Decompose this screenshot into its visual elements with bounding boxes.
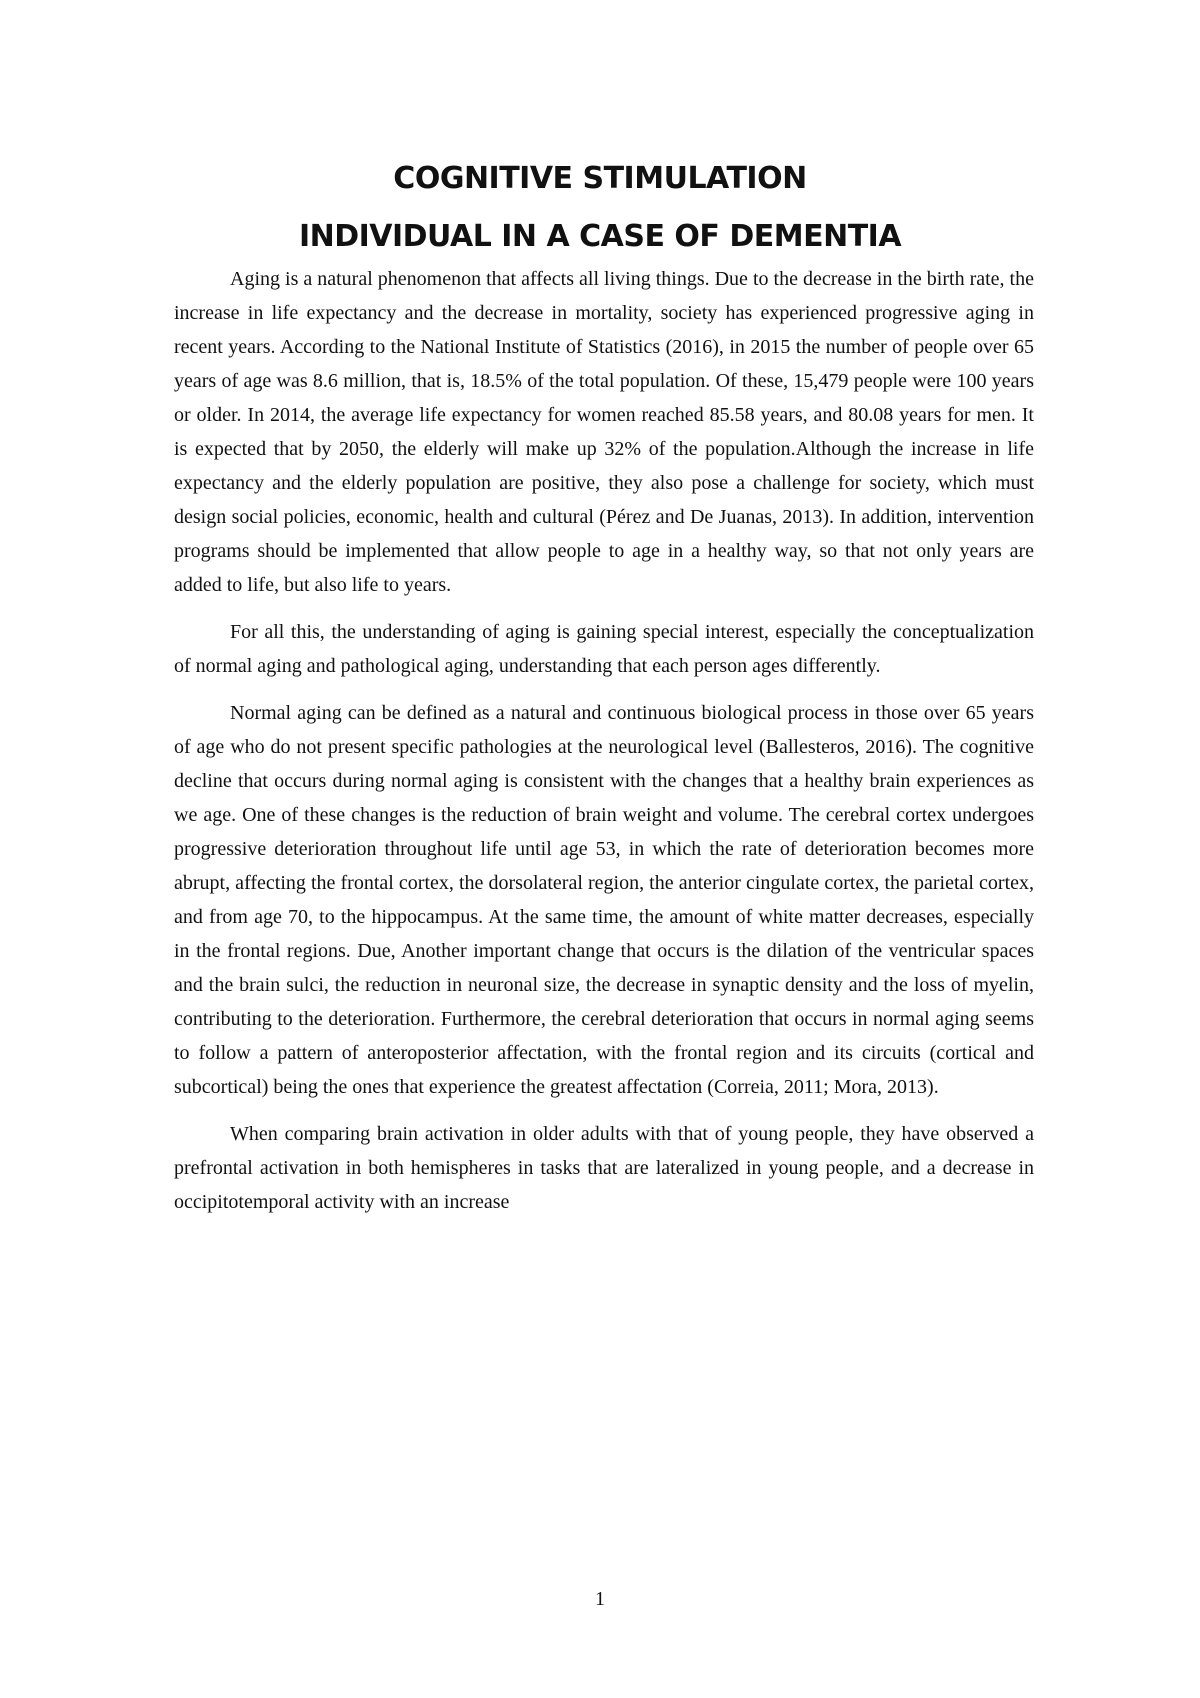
page-number: 1 xyxy=(595,1588,605,1610)
title-line-1: COGNITIVE STIMULATION xyxy=(393,161,807,196)
document-title xyxy=(0,150,1200,266)
body-text xyxy=(174,262,1034,1232)
paragraph-2: For all this, the understanding of aging is gaining special interest, especially the conceptualization of normal aging and pathological aging, understanding that each person ages differently. xyxy=(174,621,1034,677)
title-line-2: INDIVIDUAL IN A CASE OF DEMENTIA xyxy=(298,219,902,254)
paragraph-1: Aging is a natural phenomenon that affects all living things. Due to the decrease in the birth rate, the increase in life expectancy and the decrease in mortality, society has experienced progressive aging in recent years. According to the National Institute of Statistics (2016), in 2015 the number of people over 65 years of age was 8.6 million, that is, 18.5% of the total population. Of these, 15,479 people were 100 years or older. In 2014, the average life expectancy for women reached 85.58 years, and 80.08 years for men. It is expected that by 2050, the elderly will make up 32% of the population.Although the increase in life expectancy and the elderly population are positive, they also pose a challenge for society, which must design social policies, economic, health and cultural (Pérez and De Juanas, 2013). In addition, intervention programs should be implemented that allow people to age in a healthy way, so that not only years are added to life, but also life to years. xyxy=(174,268,1034,596)
paragraph-3: Normal aging can be defined as a natural and continuous biological process in those over 65 years of age who do not present specific pathologies at the neurological level (Ballesteros, 2016). The cognitive decline that occurs during normal aging is consistent with the changes that a healthy brain experiences as we age. One of these changes is the reduction of brain weight and volume. The cerebral cortex undergoes progressive deterioration throughout life until age 53, in which the rate of deterioration becomes more abrupt, affecting the frontal cortex, the dorsolateral region, the anterior cingulate cortex, the parietal cortex, and from age 70, to the hippocampus. At the same time, the amount of white matter decreases, especially in the frontal regions. Due, Another important change that occurs is the dilation of the ventricular spaces and the brain sulci, the reduction in neuronal size, the decrease in synaptic density and the loss of myelin, contributing to the deterioration. Furthermore, the cerebral deterioration that occurs in normal aging seems to follow a pattern of anteroposterior affectation, with the frontal region and its circuits (cortical and subcortical) being the ones that experience the greatest affectation (Correia, 2011; Mora, 2013). xyxy=(174,702,1034,1098)
paragraph-4: When comparing brain activation in older adults with that of young people, they have observed a prefrontal activation in both hemispheres in tasks that are lateralized in young people, and a decrease in occipitotemporal activity with an increase xyxy=(174,1123,1034,1213)
